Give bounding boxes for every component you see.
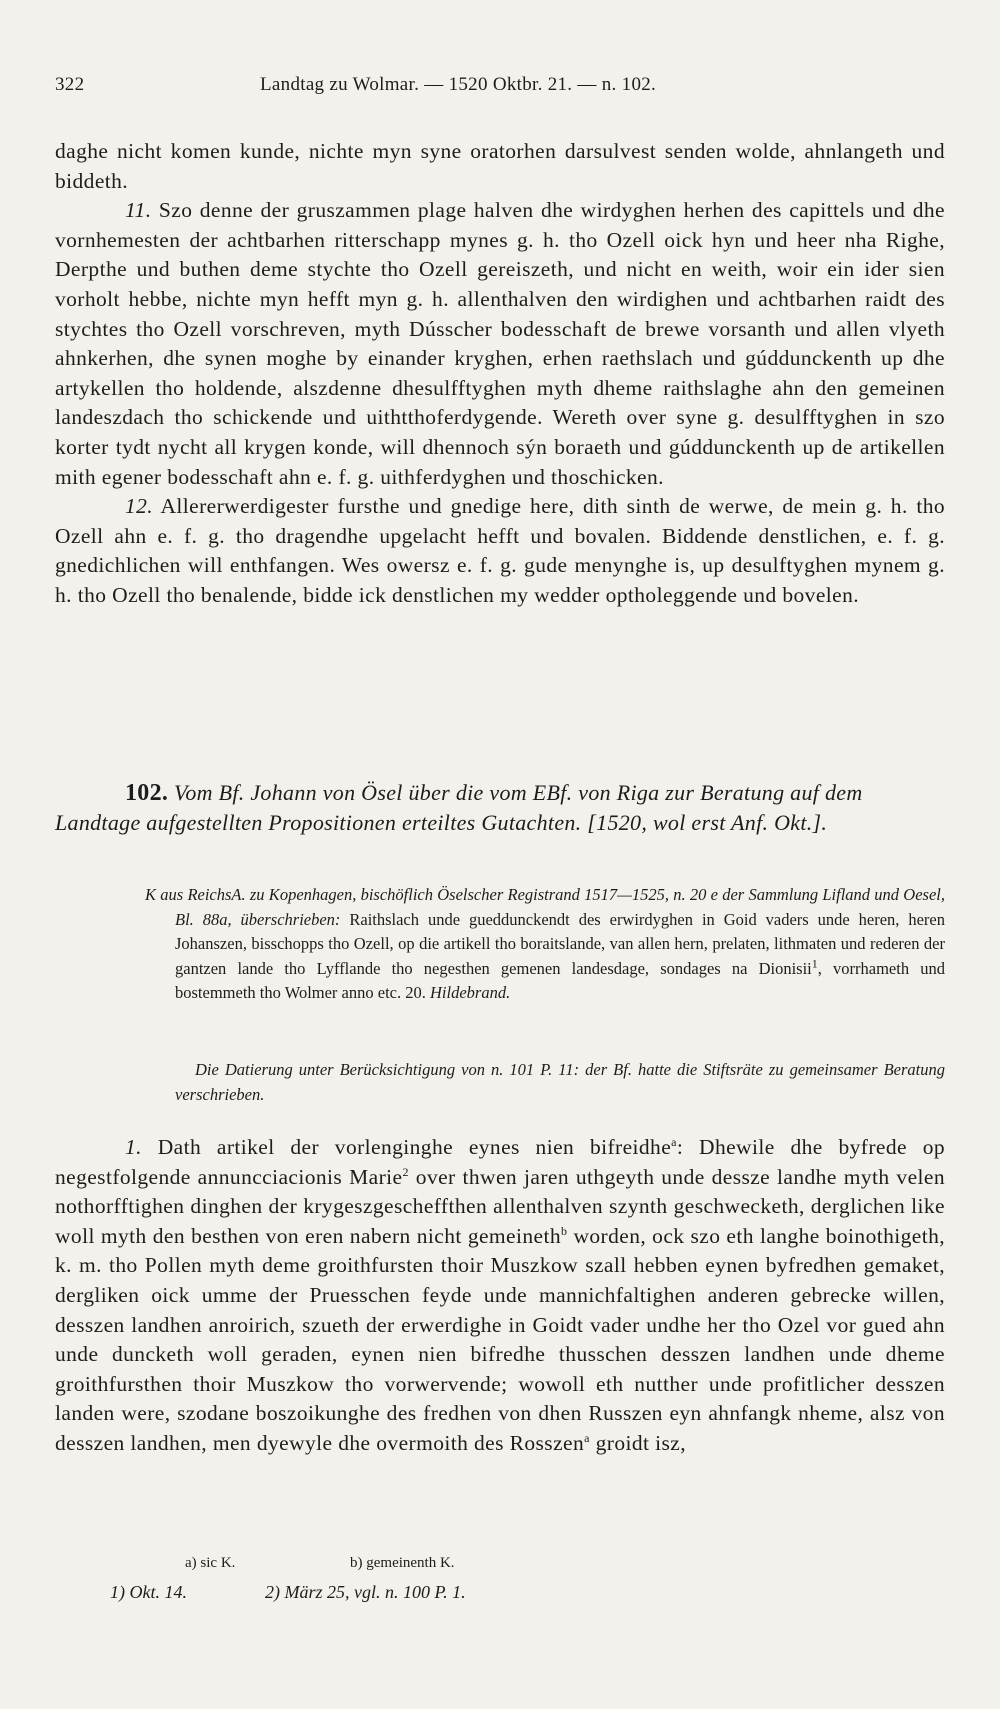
dating-note: Die Datierung unter Berücksichtigung von n. 101 P. 11: der Bf. hatte die Stiftsräte zu gemeinsamer Beratung verschrieben. [175,1060,945,1104]
paragraph: daghe nicht komen kunde, nichte myn syne oratorhen darsulvest senden wolde, ahnlangeth und biddeth. [55,139,945,193]
source-editor: Hildebrand. [430,983,511,1002]
paragraph-11 [55,196,945,492]
page-number: 322 [55,74,85,95]
section-gutachten-text [55,1133,945,1459]
source-heading-end: , vorrhameth und bostemmeth tho Wolmer anno etc. 20. [175,958,945,1002]
footnote-1: 1) Okt. 14. [110,1582,187,1602]
paragraph-12 [55,492,945,610]
paragraph-text: Szo denne der gruszammen plage halven dhe wirdyghen herhen des capittels und dhe vornhemesten der achtbarhen ritterschapp mynes g. h. tho Ozell oick hyn und heer nha Righe, Derpthe und buthen deme stychte tho Ozell gereiszeth, und nicht en weith, woir ein ider sien vorholt hebbe, nichte myn hefft myn g. h. allenthalven den wirdighen und achtbarhen raidt des stychtes tho Ozell vorschreven, myth Dússcher bodesschaft de brewe vorsanth und allen vlyeth ahnkerhen, dhe synen moghe by einander kryghen, erhen raethslach und gúddunckenth up dhe artykellen tho holdende, alszdenne dhesulfftyghen myth dheme raithslaghe ahn den gemeinen landeszdach tho schickende und uithtthoferdygende. Wereth over syne g. desulfftyghen in szo korter tydt nycht all krygen konde, will dhennoch sýn boraeth und gúddunckenth up de artikellen mith egener bodesschaft ahn e. f. g. uithferdyghen und thoschicken. [55,198,945,489]
footnote-ref: a [584,1430,590,1445]
paragraph-text: groidt isz, [589,1430,687,1455]
source-note [145,883,945,1006]
paragraph-number: 1. [125,1135,142,1159]
footnote-2: 2) März 25, vgl. n. 100 P. 1. [265,1582,466,1602]
footnote-ref: a [671,1134,677,1149]
document-heading [55,778,945,838]
source-citation: K aus ReichsA. zu Kopenhagen, bischöflich Öselscher Registrand 1517—1525, n. 20 e der Sammlung Lifland und Oesel, Bl. 88a, überschrieben: [145,885,945,929]
footnote-ref: 1 [811,956,818,970]
section-continued-text [55,137,945,611]
paragraph-1 [55,1133,945,1459]
paragraph-text: Dath artikel der vorlenginghe eynes nien bifreidhe [157,1135,672,1159]
document-number: 102. [125,780,169,806]
paragraph-number: 12. [125,494,154,519]
paragraph-text: Allererwerdigester fursthe und gnedige here, dith sinth de werwe, de mein g. h. tho Ozell ahn e. f. g. tho dragendhe upgelacht hefft und bovalen. Biddende denstlichen, e. f. g. gnedichlichen will enthfangen. Wes owersz e. f. g. gude menynghe is, up desulftyghen mynem g. h. tho Ozell tho benalende, bidde ick denstlichen my wedder optholeggende und bovelen. [55,494,946,607]
paragraph-text: : Dhewile dhe byfrede op negestfolgende annuncciacionis Marie [55,1135,945,1189]
paragraph-text: over thwen jaren uthgeyth unde dessze landhe myth velen nothorfftighen dinghen der krygeszgescheffthen allenthalven szynth geschwecketh, derglichen like woll myth den besthen von eren nabern nicht gemeineth [55,1164,945,1248]
paragraph-text: worden, ock szo eth langhe boinothigeth, k. m. tho Pollen myth deme groithfursten thoir Muszkow szall hebben eynen byfredhen gemaket, dergliken oick umme der Pruesschen feyde unde mannichfaltighen anderen gebrecke willen, desszen landhen anroirich, szueth der erwerdighe in Goidt vader undhe her tho Ozel vor gued ahn unde duncketh woll geraden, eynen nien bifredhe thusschen desszen landhen unde dheme groithfursthen thoir Muszkow tho vorwervende; wowoll eth nutther unde profitlicher desszen landen were, szodane boszoikunghe des fredhen von dhen Russzen eyn ahnfangk nheme, alsz von desszen landhen, men dyewyle dhe overmoith des Rosszen [55,1223,946,1455]
footnote-b: b) gemeinenth K. [350,1555,455,1571]
footnote-a: a) sic K. [185,1555,236,1571]
footnote-ref: b [560,1223,568,1238]
paragraph-number: 11. [125,198,152,223]
footnote-ref: 2 [402,1164,409,1179]
running-title: Landtag zu Wolmar. — 1520 Oktbr. 21. — n. 102. [260,74,657,95]
document-title: Vom Bf. Johann von Ösel über die vom EBf. von Riga zur Beratung auf dem Landtage aufgestellten Propositionen erteiltes Gutachten. [1520, wol erst Anf. Okt.]. [55,780,863,835]
source-heading-text: Raithslach unde gueddunckendt des erwirdyghen in Goid vaders unde heren, heren Johanszen, bisschopps tho Ozell, op die artikell tho boraitslande, van allen hern, prelaten, lithmaten und rederen der gantzen lande tho Lyfflande tho negesthen gemenen landesdage, sondages na Dionisii [175,909,945,978]
